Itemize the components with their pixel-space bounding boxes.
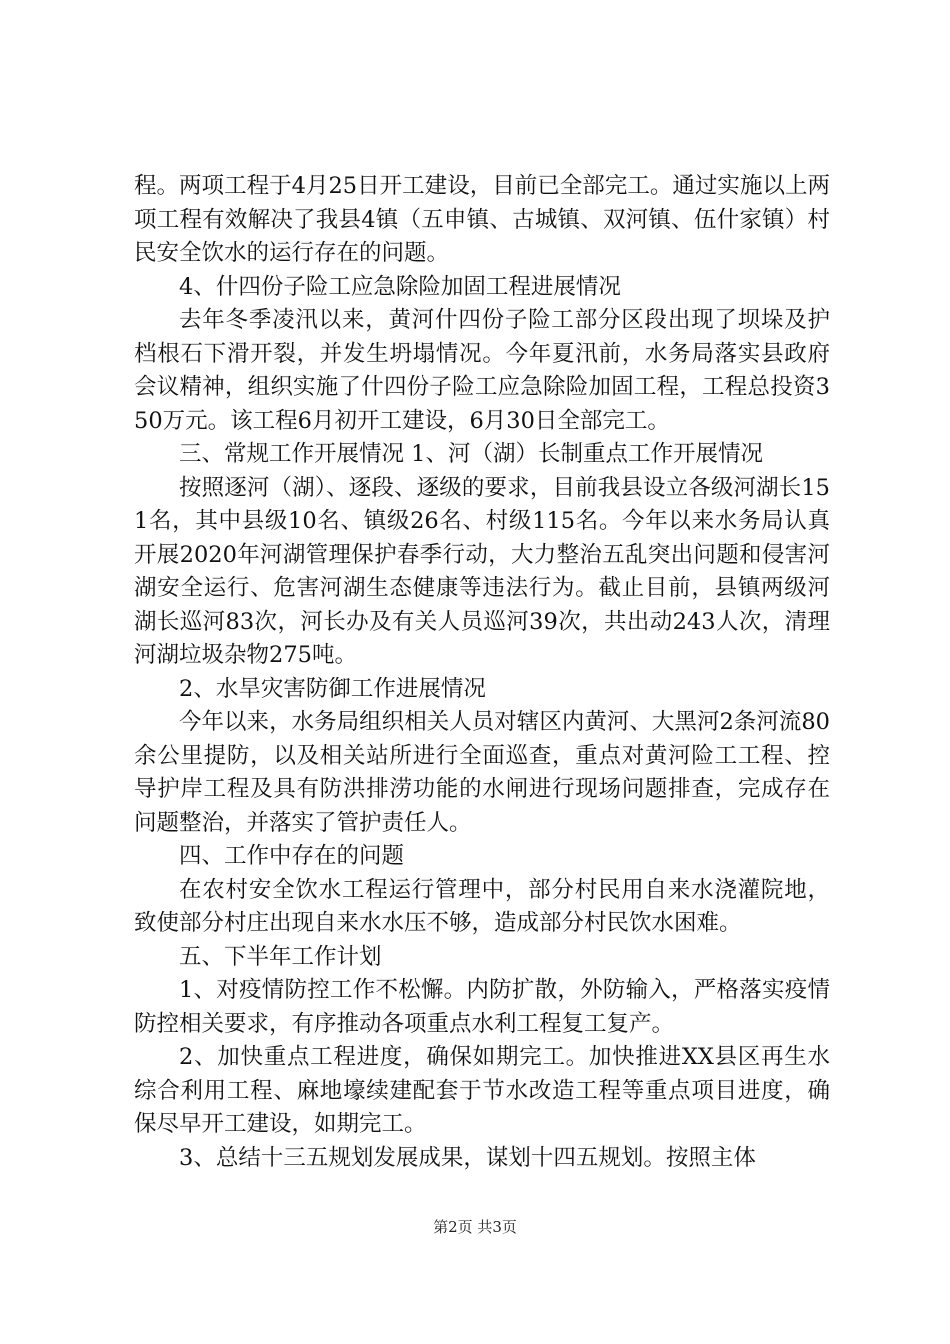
heading-section-5: 五、下半年工作计划 — [179, 943, 382, 970]
paragraph-continuation: 程。两项工程于4月25日开工建设，目前已全部完工。通过实施以上两项工程有效解决了我县4镇（五申镇、古城镇、双河镇、伍什家镇）村民安全饮水的运行存在的问题。 — [134, 173, 830, 266]
heading-section-3: 三、常规工作开展情况 1、河（湖）长制重点工作开展情况 — [179, 441, 763, 467]
paragraph-body: 今年以来，水务局组织相关人员对辖区内黄河、大黑河2条河流80余公里提防，以及相关站所进行全面巡查，重点对黄河险工工程、控导护岸工程及具有防洪排涝功能的水闸进行现场问题排查，完成存在问题整治，并落实了管护责任人。 — [134, 709, 830, 836]
heading-item-2: 2、水旱灾害防御工作进展情况 — [179, 675, 486, 702]
page-number-footer: 第2页 共3页 — [433, 1218, 517, 1236]
paragraph-plan-1: 1、对疫情防控工作不松懈。内防扩散，外防输入，严格落实疫情防控相关要求，有序推动各项重点水利工程复工复产。 — [134, 977, 830, 1037]
paragraph-body: 按照逐河（湖）、逐段、逐级的要求，目前我县设立各级河湖长151名，其中县级10名、镇级26名、村级115名。今年以来水务局认真开展2020年河湖管理保护春季行动，大力整治五乱突出问题和侵害河湖安全运行、危害河湖生态健康等违法行为。截止目前，县镇两级河湖长巡河83次，河长办及有关人员巡河39次，共出动243人次，清理河湖垃圾杂物275吨。 — [134, 474, 830, 668]
paragraph-body: 在农村安全饮水工程运行管理中，部分村民用自来水浇灌院地，致使部分村庄出现自来水水压不够，造成部分村民饮水困难。 — [134, 876, 830, 936]
document-body — [134, 170, 830, 1175]
paragraph-plan-2: 2、加快重点工程进度，确保如期完工。加快推进XX县区再生水综合利用工程、麻地壕续建配套于节水改造工程等重点项目进度，确保尽早开工建设，如期完工。 — [134, 1044, 830, 1137]
paragraph-plan-3: 3、总结十三五规划发展成果，谋划十四五规划。按照主体 — [179, 1144, 756, 1171]
paragraph-body: 去年冬季凌汛以来，黄河什四份子险工部分区段出现了坝垛及护档根石下滑开裂，并发生坍塌情况。今年夏汛前，水务局落实县政府会议精神，组织实施了什四份子险工应急除险加固工程，工程总投资350万元。该工程6月初开工建设，6月30日全部完工。 — [134, 307, 830, 434]
heading-section-4: 四、工作中存在的问题 — [179, 843, 405, 869]
heading-item-4: 4、什四份子险工应急除险加固工程进展情况 — [179, 273, 621, 300]
